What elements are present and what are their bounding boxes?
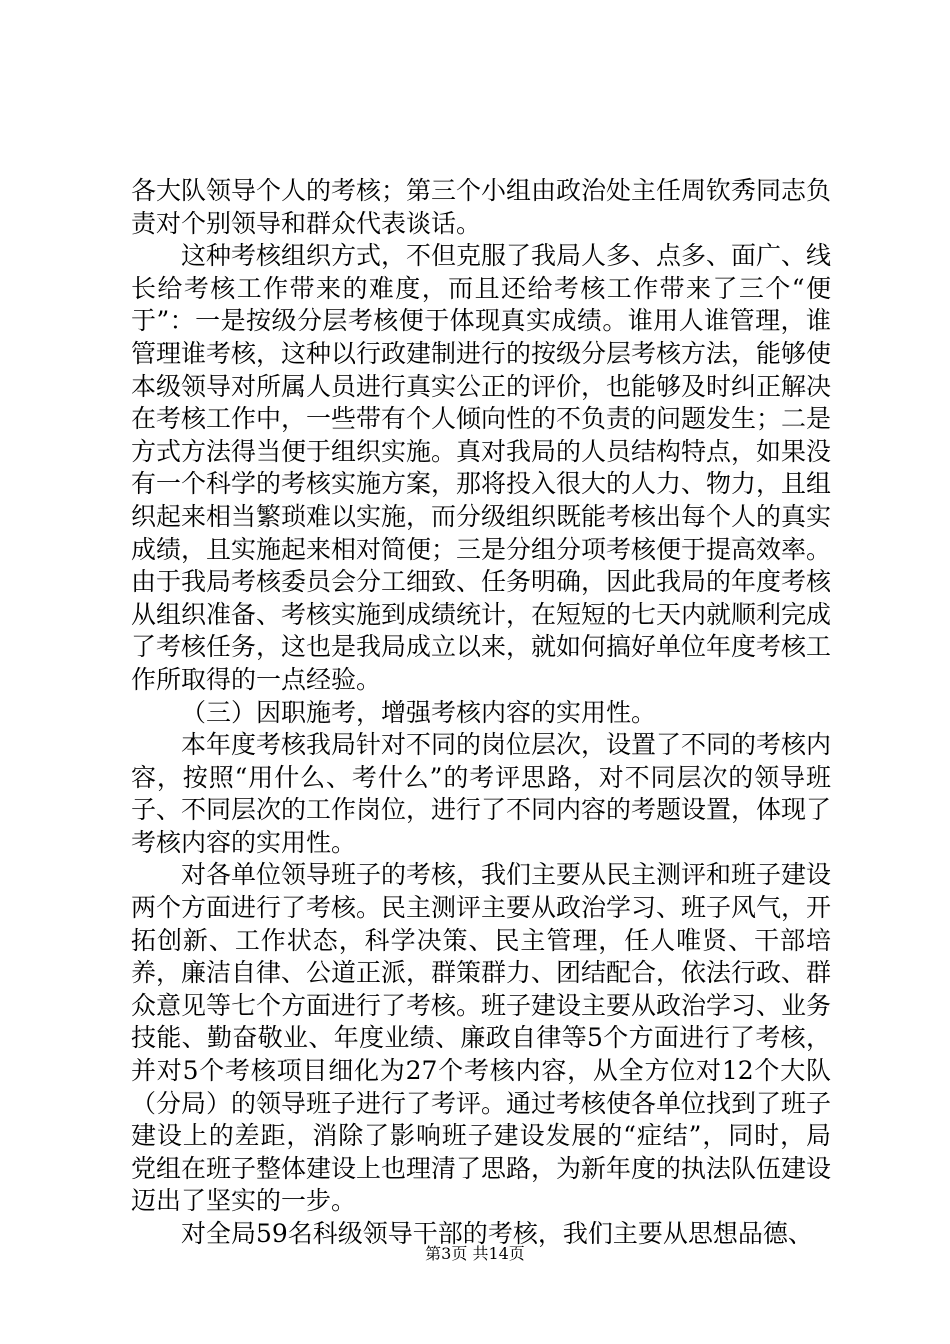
section-heading: （三）因职施考，增强考核内容的实用性。 <box>181 697 657 727</box>
paragraph-cadre-assessment: 对全局59名科级领导干部的考核，我们主要从思想品德、 <box>181 1219 813 1248</box>
paragraph-assessment-method: 这种考核组织方式，不但克服了我局人多、点多、面广、线长给考核工作带来的难度，而且还给考核工作带来了三个“便于”：一是按级分层考核便于体现真实成绩。谁用人谁管理，谁管理谁考核，这种以行政建制进行的按级分层考核方法，能够使本级领导对所属人员进行真实公正的评价，也能够及时纠正解决在考核工作中，一些带有个人倾向性的不负责的问题发生；二是方式方法得当便于组织实施。真对我局的人员结构特点，如果没有一个科学的考核实施方案，那将投入很大的人力、物力，且组织起来相当繁琐难以实施，而分级组织既能考核出每个人的真实成绩，且实施起来相对简便；三是分组分项考核便于提高效率。由于我局考核委员会分工细致、任务明确，因此我局的年度考核从组织准备、考核实施到成绩统计，在短短的七天内就顺利完成了考核任务，这也是我局成立以来，就如何搞好单位年度考核工作所取得的一点经验。 <box>131 241 832 694</box>
document-body <box>131 175 831 1251</box>
page-footer: 第3页 共14页 <box>425 1244 525 1263</box>
paragraph-continuation: 各大队领导个人的考核；第三个小组由政治处主任周钦秀同志负责对个别领导和群众代表谈话。 <box>131 176 832 238</box>
paragraph-leadership-assessment: 对各单位领导班子的考核，我们主要从民主测评和班子建设两个方面进行了考核。民主测评主要从政治学习、班子风气，开拓创新、工作状态，科学决策、民主管理，任人唯贤、干部培养，廉洁自律、公道正派，群策群力、团结配合，依法行政、群众意见等七个方面进行了考核。班子建设主要从政治学习、业务技能、勤奋敬业、年度业绩、廉政自律等5个方面进行了考核，并对5个考核项目细化为27个考核内容，从全方位对12个大队（分局）的领导班子进行了考评。通过考核使各单位找到了班子建设上的差距，消除了影响班子建设发展的“症结”，同时，局党组在班子整体建设上也理清了思路，为新年度的执法队伍建设迈出了坚实的一步。 <box>131 860 832 1216</box>
paragraph-content-practicality: 本年度考核我局针对不同的岗位层次，设置了不同的考核内容，按照“用什么、考什么”的考评思路，对不同层次的领导班子、不同层次的工作岗位，进行了不同内容的考题设置，体现了考核内容的实用性。 <box>131 730 832 857</box>
